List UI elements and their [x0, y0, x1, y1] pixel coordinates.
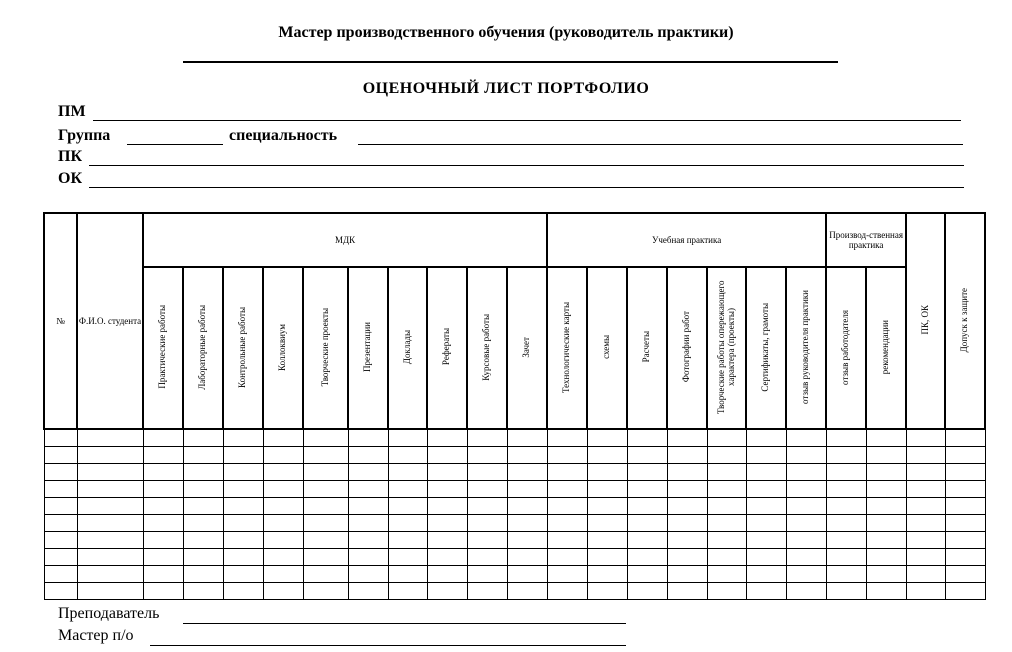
table-cell[interactable] [667, 429, 707, 447]
table-cell[interactable] [427, 464, 467, 481]
table-cell[interactable] [667, 549, 707, 566]
table-cell[interactable] [906, 464, 945, 481]
table-cell[interactable] [77, 429, 143, 447]
table-cell[interactable] [143, 481, 183, 498]
table-cell[interactable] [183, 429, 223, 447]
table-cell[interactable] [388, 583, 427, 600]
table-cell[interactable] [223, 481, 263, 498]
table-cell[interactable] [427, 447, 467, 464]
table-cell[interactable] [627, 464, 667, 481]
table-cell[interactable] [707, 515, 746, 532]
table-cell[interactable] [303, 515, 348, 532]
table-cell[interactable] [945, 429, 985, 447]
table-cell[interactable] [866, 481, 906, 498]
pk-field[interactable] [89, 149, 964, 166]
col-pk-ok-header: ПК, ОК [906, 213, 945, 429]
table-cell[interactable] [263, 429, 303, 447]
table-cell[interactable] [303, 532, 348, 549]
table-cell[interactable] [77, 481, 143, 498]
table-cell[interactable] [507, 532, 547, 549]
table-cell[interactable] [826, 429, 866, 447]
table-cell[interactable] [303, 447, 348, 464]
table-cell[interactable] [44, 447, 77, 464]
table-cell[interactable] [427, 583, 467, 600]
table-cell[interactable] [44, 481, 77, 498]
mdk-col-header: Лабораторные работы [183, 267, 223, 429]
table-cell[interactable] [866, 532, 906, 549]
table-cell[interactable] [547, 515, 587, 532]
mdk-col-header: Курсовые работы [467, 267, 507, 429]
teacher-row [58, 605, 159, 623]
table-cell[interactable] [388, 498, 427, 515]
practice-col-header: отзыв руководителя практики [786, 267, 826, 429]
table-cell[interactable] [587, 566, 627, 583]
table-cell[interactable] [467, 498, 507, 515]
table-cell[interactable] [348, 429, 388, 447]
table-cell[interactable] [746, 498, 786, 515]
table-cell[interactable] [427, 532, 467, 549]
table-cell[interactable] [786, 549, 826, 566]
pk-row [58, 148, 82, 168]
table-cell[interactable] [707, 498, 746, 515]
table-cell[interactable] [183, 447, 223, 464]
table-cell[interactable] [587, 549, 627, 566]
table-cell[interactable] [223, 498, 263, 515]
table-cell[interactable] [77, 515, 143, 532]
table-cell[interactable] [77, 498, 143, 515]
table-cell[interactable] [183, 549, 223, 566]
table-cell[interactable] [627, 532, 667, 549]
table-cell[interactable] [547, 566, 587, 583]
table-cell[interactable] [746, 583, 786, 600]
col-fio-header: Ф.И.О. студента [77, 213, 143, 429]
practice-col-header: схемы [587, 267, 627, 429]
table-cell[interactable] [44, 429, 77, 447]
table-cell[interactable] [223, 532, 263, 549]
table-cell[interactable] [427, 549, 467, 566]
table-cell[interactable] [77, 464, 143, 481]
table-cell[interactable] [945, 583, 985, 600]
table-cell[interactable] [906, 429, 945, 447]
table-row [44, 583, 985, 600]
table-cell[interactable] [263, 549, 303, 566]
ok-label: ОК [58, 170, 83, 187]
table-cell[interactable] [348, 515, 388, 532]
table-cell[interactable] [587, 532, 627, 549]
table-cell[interactable] [826, 498, 866, 515]
table-cell[interactable] [303, 549, 348, 566]
table-cell[interactable] [587, 481, 627, 498]
table-cell[interactable] [667, 566, 707, 583]
table-cell[interactable] [707, 481, 746, 498]
practice-col-header: Сертификаты, грамоты [746, 267, 786, 429]
table-cell[interactable] [547, 498, 587, 515]
table-cell[interactable] [77, 583, 143, 600]
table-cell[interactable] [786, 447, 826, 464]
table-cell[interactable] [263, 498, 303, 515]
table-cell[interactable] [143, 464, 183, 481]
table-cell[interactable] [707, 464, 746, 481]
table-cell[interactable] [906, 532, 945, 549]
table-cell[interactable] [627, 515, 667, 532]
table-cell[interactable] [467, 549, 507, 566]
table-cell[interactable] [507, 447, 547, 464]
table-cell[interactable] [826, 464, 866, 481]
table-cell[interactable] [183, 464, 223, 481]
table-cell[interactable] [388, 532, 427, 549]
table-cell[interactable] [786, 532, 826, 549]
table-cell[interactable] [388, 566, 427, 583]
table-cell[interactable] [746, 566, 786, 583]
table-cell[interactable] [786, 481, 826, 498]
table-cell[interactable] [467, 481, 507, 498]
table-cell[interactable] [183, 583, 223, 600]
table-cell[interactable] [945, 515, 985, 532]
table-cell[interactable] [547, 429, 587, 447]
table-row [44, 481, 985, 498]
pm-field[interactable] [93, 104, 961, 121]
table-cell[interactable] [44, 566, 77, 583]
table-cell[interactable] [223, 515, 263, 532]
table-cell[interactable] [945, 549, 985, 566]
table-cell[interactable] [627, 583, 667, 600]
table-cell[interactable] [667, 481, 707, 498]
table-cell[interactable] [547, 583, 587, 600]
table-cell[interactable] [223, 549, 263, 566]
table-cell[interactable] [348, 549, 388, 566]
practice-col-header: Творческие работы опережающего характера (проекты) [707, 267, 746, 429]
table-cell[interactable] [77, 447, 143, 464]
table-cell[interactable] [587, 583, 627, 600]
table-row [44, 464, 985, 481]
table-cell[interactable] [183, 498, 223, 515]
table-cell[interactable] [786, 566, 826, 583]
table-cell[interactable] [143, 566, 183, 583]
table-cell[interactable] [183, 566, 223, 583]
table-cell[interactable] [467, 464, 507, 481]
table-cell[interactable] [906, 498, 945, 515]
table-cell[interactable] [945, 464, 985, 481]
table-cell[interactable] [547, 481, 587, 498]
table-body [44, 429, 985, 600]
table-cell[interactable] [547, 464, 587, 481]
table-cell[interactable] [183, 481, 223, 498]
table-cell[interactable] [303, 566, 348, 583]
table-cell[interactable] [44, 464, 77, 481]
pm-row [58, 103, 86, 123]
table-cell[interactable] [143, 429, 183, 447]
practice-col-header: Фотографии работ [667, 267, 707, 429]
table-cell[interactable] [507, 429, 547, 447]
practice-col-header: Технологические карты [547, 267, 587, 429]
table-cell[interactable] [427, 429, 467, 447]
table-cell[interactable] [746, 515, 786, 532]
table-cell[interactable] [263, 566, 303, 583]
table-cell[interactable] [348, 532, 388, 549]
table-cell[interactable] [667, 532, 707, 549]
table-cell[interactable] [388, 464, 427, 481]
table-cell[interactable] [143, 532, 183, 549]
table-cell[interactable] [467, 447, 507, 464]
table-cell[interactable] [786, 515, 826, 532]
table-cell[interactable] [303, 429, 348, 447]
table-cell[interactable] [826, 583, 866, 600]
table-row [44, 515, 985, 532]
table-cell[interactable] [587, 515, 627, 532]
table-cell[interactable] [866, 549, 906, 566]
table-cell[interactable] [707, 532, 746, 549]
table-cell[interactable] [945, 566, 985, 583]
teacher-field[interactable] [183, 607, 626, 624]
table-cell[interactable] [906, 447, 945, 464]
table-cell[interactable] [945, 498, 985, 515]
table-cell[interactable] [303, 498, 348, 515]
table-cell[interactable] [77, 532, 143, 549]
table-cell[interactable] [388, 549, 427, 566]
specialty-label: специальность [229, 127, 338, 144]
table-cell[interactable] [507, 498, 547, 515]
prod-col-header: отзыв работодателя [826, 267, 866, 429]
group-practice-header: Учебная практика [547, 213, 826, 267]
table-cell[interactable] [467, 566, 507, 583]
table-cell[interactable] [786, 498, 826, 515]
mdk-col-header: Практические работы [143, 267, 183, 429]
table-cell[interactable] [707, 429, 746, 447]
table-cell[interactable] [223, 583, 263, 600]
table-cell[interactable] [507, 481, 547, 498]
table-cell[interactable] [388, 481, 427, 498]
table-cell[interactable] [667, 498, 707, 515]
table-cell[interactable] [427, 498, 467, 515]
table-cell[interactable] [507, 583, 547, 600]
ok-field[interactable] [89, 171, 964, 188]
table-cell[interactable] [263, 464, 303, 481]
specialty-field[interactable] [358, 128, 963, 145]
table-row [44, 566, 985, 583]
table-cell[interactable] [667, 447, 707, 464]
table-cell[interactable] [866, 583, 906, 600]
table-cell[interactable] [587, 429, 627, 447]
mdk-col-header: Доклады [388, 267, 427, 429]
mdk-col-header: Коллоквиум [263, 267, 303, 429]
table-cell[interactable] [388, 515, 427, 532]
pm-label: ПМ [58, 103, 86, 120]
table-cell[interactable] [826, 532, 866, 549]
table-cell[interactable] [906, 549, 945, 566]
signature-rule [183, 61, 838, 63]
table-cell[interactable] [348, 447, 388, 464]
table-cell[interactable] [507, 515, 547, 532]
table-cell[interactable] [467, 515, 507, 532]
table-cell[interactable] [348, 464, 388, 481]
table-cell[interactable] [746, 447, 786, 464]
table-cell[interactable] [507, 566, 547, 583]
ok-row [58, 170, 82, 190]
table-row [44, 447, 985, 464]
table-cell[interactable] [44, 515, 77, 532]
table-cell[interactable] [945, 447, 985, 464]
table-cell[interactable] [348, 566, 388, 583]
table-cell[interactable] [707, 447, 746, 464]
group-mdk-header: МДК [143, 213, 547, 267]
table-cell[interactable] [945, 481, 985, 498]
table-cell[interactable] [143, 549, 183, 566]
table-row [44, 549, 985, 566]
table-row [44, 429, 985, 447]
table-cell[interactable] [826, 566, 866, 583]
table-cell[interactable] [627, 566, 667, 583]
table-cell[interactable] [906, 481, 945, 498]
table-cell[interactable] [826, 481, 866, 498]
group-field[interactable] [127, 128, 223, 145]
table-cell[interactable] [388, 429, 427, 447]
table-cell[interactable] [547, 549, 587, 566]
table-cell[interactable] [826, 515, 866, 532]
table-cell[interactable] [786, 464, 826, 481]
table-cell[interactable] [587, 464, 627, 481]
table-cell[interactable] [388, 447, 427, 464]
table-cell[interactable] [507, 549, 547, 566]
table-cell[interactable] [786, 429, 826, 447]
table-cell[interactable] [263, 532, 303, 549]
prod-col-header: рекомендации [866, 267, 906, 429]
group-label: Группа [58, 127, 111, 144]
table-cell[interactable] [707, 566, 746, 583]
table-cell[interactable] [547, 447, 587, 464]
table-row [44, 498, 985, 515]
master-field[interactable] [150, 629, 626, 646]
table-cell[interactable] [467, 429, 507, 447]
table-cell[interactable] [303, 481, 348, 498]
table-cell[interactable] [183, 532, 223, 549]
table-cell[interactable] [627, 429, 667, 447]
master-label: Мастер п/о [58, 627, 134, 644]
table-cell[interactable] [303, 464, 348, 481]
mdk-col-header: Презентации [348, 267, 388, 429]
table-cell[interactable] [143, 447, 183, 464]
table-cell[interactable] [627, 447, 667, 464]
teacher-label: Преподаватель [58, 605, 160, 622]
table-cell[interactable] [786, 583, 826, 600]
table-cell[interactable] [223, 447, 263, 464]
table-cell[interactable] [746, 532, 786, 549]
table-cell[interactable] [263, 481, 303, 498]
table-cell[interactable] [467, 532, 507, 549]
table-row [44, 532, 985, 549]
table-cell[interactable] [303, 583, 348, 600]
table-cell[interactable] [77, 566, 143, 583]
table-cell[interactable] [866, 515, 906, 532]
table-cell[interactable] [44, 583, 77, 600]
table-cell[interactable] [427, 481, 467, 498]
table-cell[interactable] [627, 549, 667, 566]
mdk-col-header: Зачет [507, 267, 547, 429]
table-cell[interactable] [143, 583, 183, 600]
table-cell[interactable] [44, 532, 77, 549]
table-cell[interactable] [906, 515, 945, 532]
table-cell[interactable] [143, 498, 183, 515]
table-cell[interactable] [183, 515, 223, 532]
table-cell[interactable] [746, 464, 786, 481]
table-cell[interactable] [263, 515, 303, 532]
table-cell[interactable] [945, 532, 985, 549]
table-cell[interactable] [587, 447, 627, 464]
table-cell[interactable] [866, 498, 906, 515]
table-cell[interactable] [427, 566, 467, 583]
table-cell[interactable] [746, 481, 786, 498]
table-cell[interactable] [467, 583, 507, 600]
table-cell[interactable] [746, 549, 786, 566]
practice-col-header: Расчеты [627, 267, 667, 429]
table-cell[interactable] [348, 583, 388, 600]
table-cell[interactable] [667, 583, 707, 600]
table-cell[interactable] [707, 549, 746, 566]
mdk-col-header: Контрольные работы [223, 267, 263, 429]
master-row [58, 627, 134, 645]
table-cell[interactable] [906, 566, 945, 583]
table-cell[interactable] [348, 498, 388, 515]
table-cell[interactable] [44, 498, 77, 515]
table-cell[interactable] [507, 464, 547, 481]
table-cell[interactable] [667, 515, 707, 532]
table-cell[interactable] [44, 549, 77, 566]
table-cell[interactable] [263, 447, 303, 464]
table-cell[interactable] [866, 464, 906, 481]
specialty-row [229, 127, 337, 147]
mdk-col-header: Творческие проекты [303, 267, 348, 429]
group-row [58, 127, 110, 147]
table-cell[interactable] [707, 583, 746, 600]
table-cell[interactable] [143, 515, 183, 532]
table-cell[interactable] [866, 429, 906, 447]
pk-label: ПК [58, 148, 83, 165]
table-cell[interactable] [906, 583, 945, 600]
table-cell[interactable] [627, 498, 667, 515]
table-cell[interactable] [866, 447, 906, 464]
page-title: ОЦЕНОЧНЫЙ ЛИСТ ПОРТФОЛИО [362, 80, 650, 97]
table-cell[interactable] [746, 429, 786, 447]
table-cell[interactable] [826, 447, 866, 464]
table-cell[interactable] [826, 549, 866, 566]
table-cell[interactable] [627, 481, 667, 498]
table-cell[interactable] [223, 429, 263, 447]
col-num-header: № [44, 213, 77, 429]
table-cell[interactable] [77, 549, 143, 566]
col-admission-header: Допуск к защите [945, 213, 985, 429]
table-cell[interactable] [866, 566, 906, 583]
table-cell[interactable] [667, 464, 707, 481]
table-cell[interactable] [223, 464, 263, 481]
table-cell[interactable] [547, 532, 587, 549]
group-prod-header: Производ-ственная практика [826, 213, 906, 267]
table-cell[interactable] [348, 481, 388, 498]
table-cell[interactable] [587, 498, 627, 515]
table-cell[interactable] [223, 566, 263, 583]
portfolio-table [43, 212, 986, 600]
master-line: Мастер производственного обучения (руководитель практики) [278, 24, 734, 41]
mdk-col-header: Рефераты [427, 267, 467, 429]
table-cell[interactable] [427, 515, 467, 532]
table-cell[interactable] [263, 583, 303, 600]
